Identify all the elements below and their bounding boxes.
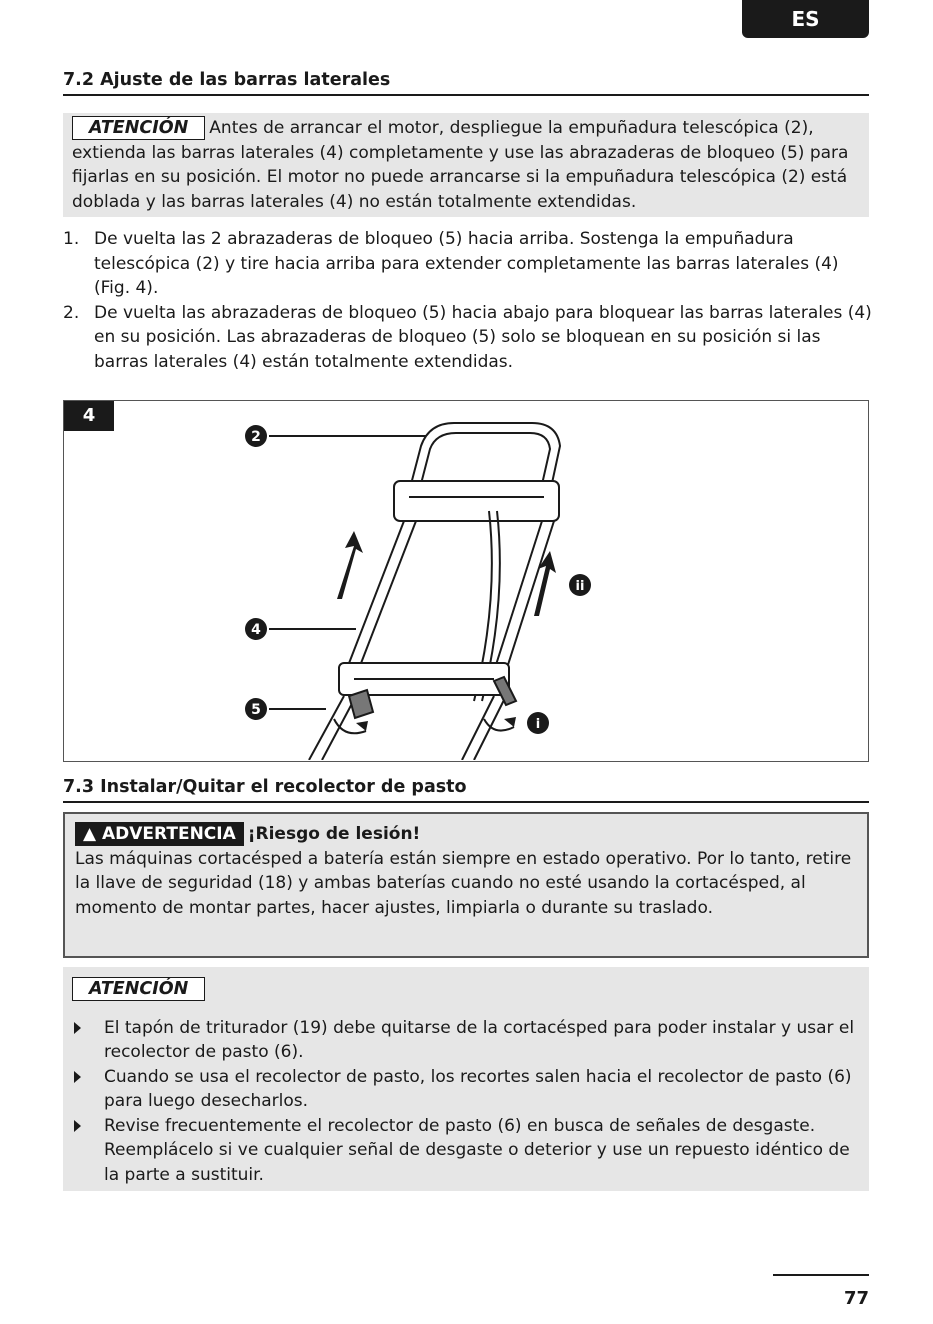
attention-notice [63,113,869,217]
attention-label: ATENCIÓN [72,116,205,140]
bullet-icon [74,1071,81,1083]
bullet-text: El tapón de triturador (19) debe quitarse de la cortacésped para poder instalar y usar el recolector de pasto (6). [104,1017,855,1062]
step-item [63,301,873,375]
section-heading-7-2: 7.2 Ajuste de las barras laterales [63,70,869,96]
bullet-icon [74,1120,81,1132]
callout-ii [569,574,591,596]
step-text: De vuelta las 2 abrazaderas de bloqueo (5) hacia arriba. Sostenga la empuñadura telescópica (2) y tire hacia arriba para extender completamente las barras laterales (4) (Fig. 4). [94,229,839,298]
section-heading-7-3: 7.3 Instalar/Quitar el recolector de pasto [63,777,869,803]
figure-4 [63,400,869,762]
bullet-text: Cuando se usa el recolector de pasto, los recortes salen hacia el recolector de pasto (6) para luego desecharlos. [104,1066,852,1111]
step-number: 1. [63,229,80,249]
step-item [63,227,873,301]
attention-text: Antes de arrancar el motor, despliegue la empuñadura telescópica (2), extienda las barras laterales (4) completamente y use las abrazaderas de bloqueo (5) para fijarlas en su posición. El motor no puede arrancarse si la empuñadura telescópica (2) está doblada y las barras laterales (4) no están totalmente extendidas. [72,118,849,212]
attention-notice-2 [63,967,869,1191]
bullet-item [72,1016,860,1065]
warning-box [63,812,869,958]
bullet-text: Revise frecuentemente el recolector de pasto (6) en busca de señales de desgaste. Reemplácelo si ve cualquier señal de desgaste o deterior y use un repuesto idéntico de la parte a sustituir. [104,1115,850,1185]
step-number: 2. [63,302,80,323]
warning-label-text: ADVERTENCIA [102,824,236,844]
svg-text:2: 2 [251,429,261,445]
bullet-item [72,1114,860,1188]
warning-title: ¡Riesgo de lesión! [247,824,421,844]
page-number: 77 [773,1274,869,1309]
bullet-icon [74,1022,81,1034]
language-tab: ES [742,0,869,38]
svg-text:4: 4 [251,622,261,638]
warning-triangle-icon: ▲ [83,824,97,844]
handle-illustration [64,401,867,760]
warning-text: Las máquinas cortacésped a batería están siempre en estado operativo. Por lo tanto, retire la llave de seguridad (18) y ambas baterías cuando no esté usando la cortacésped, al momento de montar partes, hacer ajustes, limpiarla o durante su traslado. [75,848,852,918]
svg-text:i: i [535,717,541,732]
callout-i [527,712,549,734]
step-text: De vuelta las abrazaderas de bloqueo (5) hacia abajo para bloquear las barras laterales (4) en su posición. Las abrazaderas de bloqueo (5) solo se bloquean en su posición si las barras laterales (4) están totalmente extendidas. [94,302,872,372]
callout-2 [245,425,267,447]
bullet-list [72,1016,860,1188]
figure-number: 4 [64,401,114,431]
callout-4 [245,618,267,640]
attention-label: ATENCIÓN [72,977,205,1001]
warning-label [75,822,244,846]
bullet-item [72,1065,860,1114]
callout-5 [245,698,267,720]
svg-text:5: 5 [251,702,261,718]
svg-text:ii: ii [575,579,585,594]
step-list [63,227,873,374]
